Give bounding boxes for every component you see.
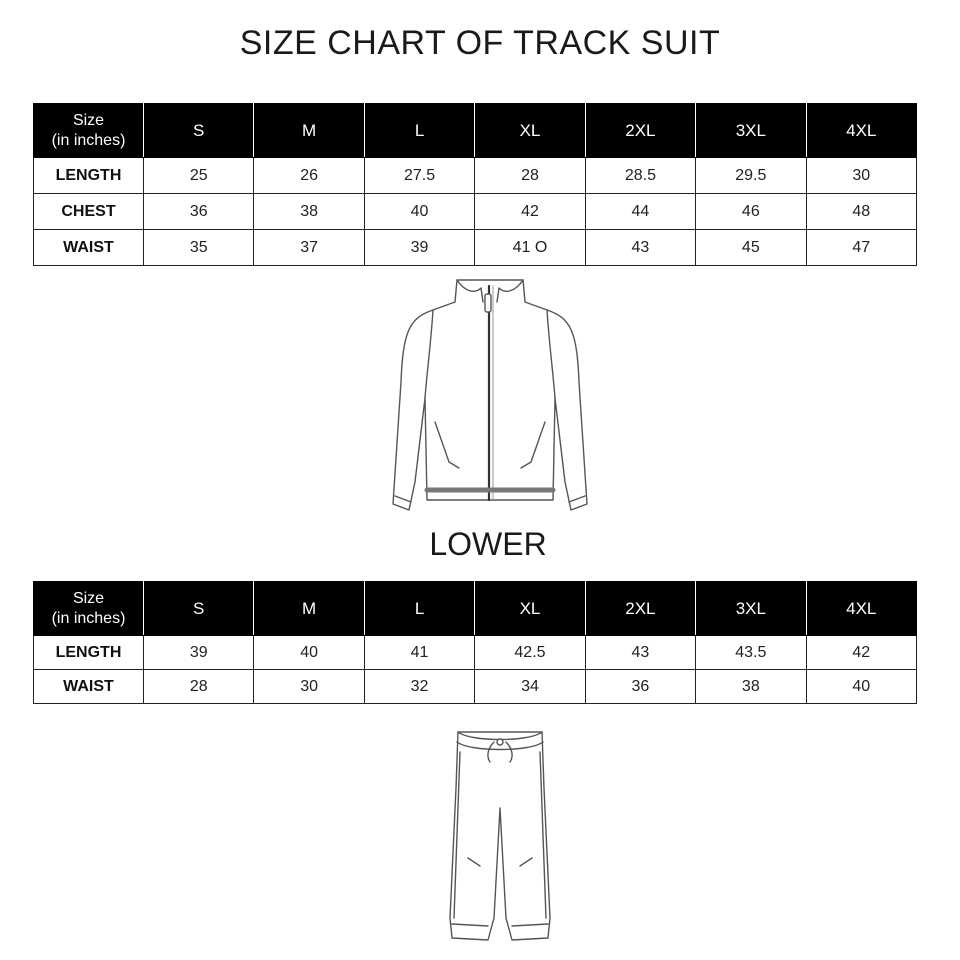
table-cell: 32 — [364, 670, 474, 704]
track-jacket-icon — [375, 272, 605, 522]
table-cell: 43 — [585, 230, 695, 266]
table-cell: 41 — [364, 636, 474, 670]
table-cell: 38 — [254, 194, 364, 230]
size-column-header: M — [254, 104, 364, 158]
size-column-header: S — [144, 104, 254, 158]
size-column-header: 3XL — [696, 104, 806, 158]
row-label: LENGTH — [34, 636, 144, 670]
table-cell: 42.5 — [475, 636, 585, 670]
table-cell: 47 — [806, 230, 916, 266]
size-header-line1: Size — [72, 589, 105, 607]
table-cell: 40 — [254, 636, 364, 670]
upper-header-row — [34, 104, 917, 158]
size-header-cell — [34, 582, 144, 636]
size-header-line1: Size — [72, 111, 105, 129]
table-cell: 28 — [475, 158, 585, 194]
table-cell: 34 — [475, 670, 585, 704]
row-label: WAIST — [34, 670, 144, 704]
table-cell: 38 — [696, 670, 806, 704]
size-column-header: 4XL — [806, 104, 916, 158]
table-cell: 27.5 — [364, 158, 474, 194]
table-cell: 40 — [364, 194, 474, 230]
size-column-header: 3XL — [696, 582, 806, 636]
table-cell: 26 — [254, 158, 364, 194]
size-column-header: XL — [475, 104, 585, 158]
lower-size-table — [33, 581, 917, 704]
size-header-cell — [34, 104, 144, 158]
size-column-header: L — [364, 582, 474, 636]
table-cell: 36 — [585, 670, 695, 704]
table-cell: 46 — [696, 194, 806, 230]
row-label: LENGTH — [34, 158, 144, 194]
size-column-header: S — [144, 582, 254, 636]
table-cell: 41 O — [475, 230, 585, 266]
row-label: WAIST — [34, 230, 144, 266]
table-cell: 39 — [364, 230, 474, 266]
table-row — [34, 230, 917, 266]
page-title: SIZE CHART OF TRACK SUIT — [239, 24, 721, 62]
table-cell: 37 — [254, 230, 364, 266]
table-cell: 48 — [806, 194, 916, 230]
size-column-header: 2XL — [585, 104, 695, 158]
table-cell: 43.5 — [696, 636, 806, 670]
table-cell: 42 — [475, 194, 585, 230]
size-column-header: XL — [475, 582, 585, 636]
size-column-header: M — [254, 582, 364, 636]
table-cell: 30 — [254, 670, 364, 704]
size-header-line2: (in inches) — [51, 609, 126, 627]
table-cell: 40 — [806, 670, 916, 704]
size-header-line2: (in inches) — [51, 131, 126, 149]
table-cell: 25 — [144, 158, 254, 194]
upper-size-table — [33, 103, 917, 266]
lower-section-title: LOWER — [429, 526, 547, 562]
size-column-header: 2XL — [585, 582, 695, 636]
table-cell: 29.5 — [696, 158, 806, 194]
table-cell: 42 — [806, 636, 916, 670]
table-cell: 35 — [144, 230, 254, 266]
table-cell: 43 — [585, 636, 695, 670]
table-row — [34, 636, 917, 670]
table-cell: 39 — [144, 636, 254, 670]
table-cell: 45 — [696, 230, 806, 266]
table-cell: 44 — [585, 194, 695, 230]
table-row — [34, 194, 917, 230]
row-label: CHEST — [34, 194, 144, 230]
table-cell: 36 — [144, 194, 254, 230]
table-cell: 30 — [806, 158, 916, 194]
table-row — [34, 670, 917, 704]
size-column-header: 4XL — [806, 582, 916, 636]
table-cell: 28 — [144, 670, 254, 704]
table-cell: 28.5 — [585, 158, 695, 194]
size-column-header: L — [364, 104, 474, 158]
track-pants-icon — [440, 728, 560, 944]
table-row — [34, 158, 917, 194]
lower-header-row — [34, 582, 917, 636]
